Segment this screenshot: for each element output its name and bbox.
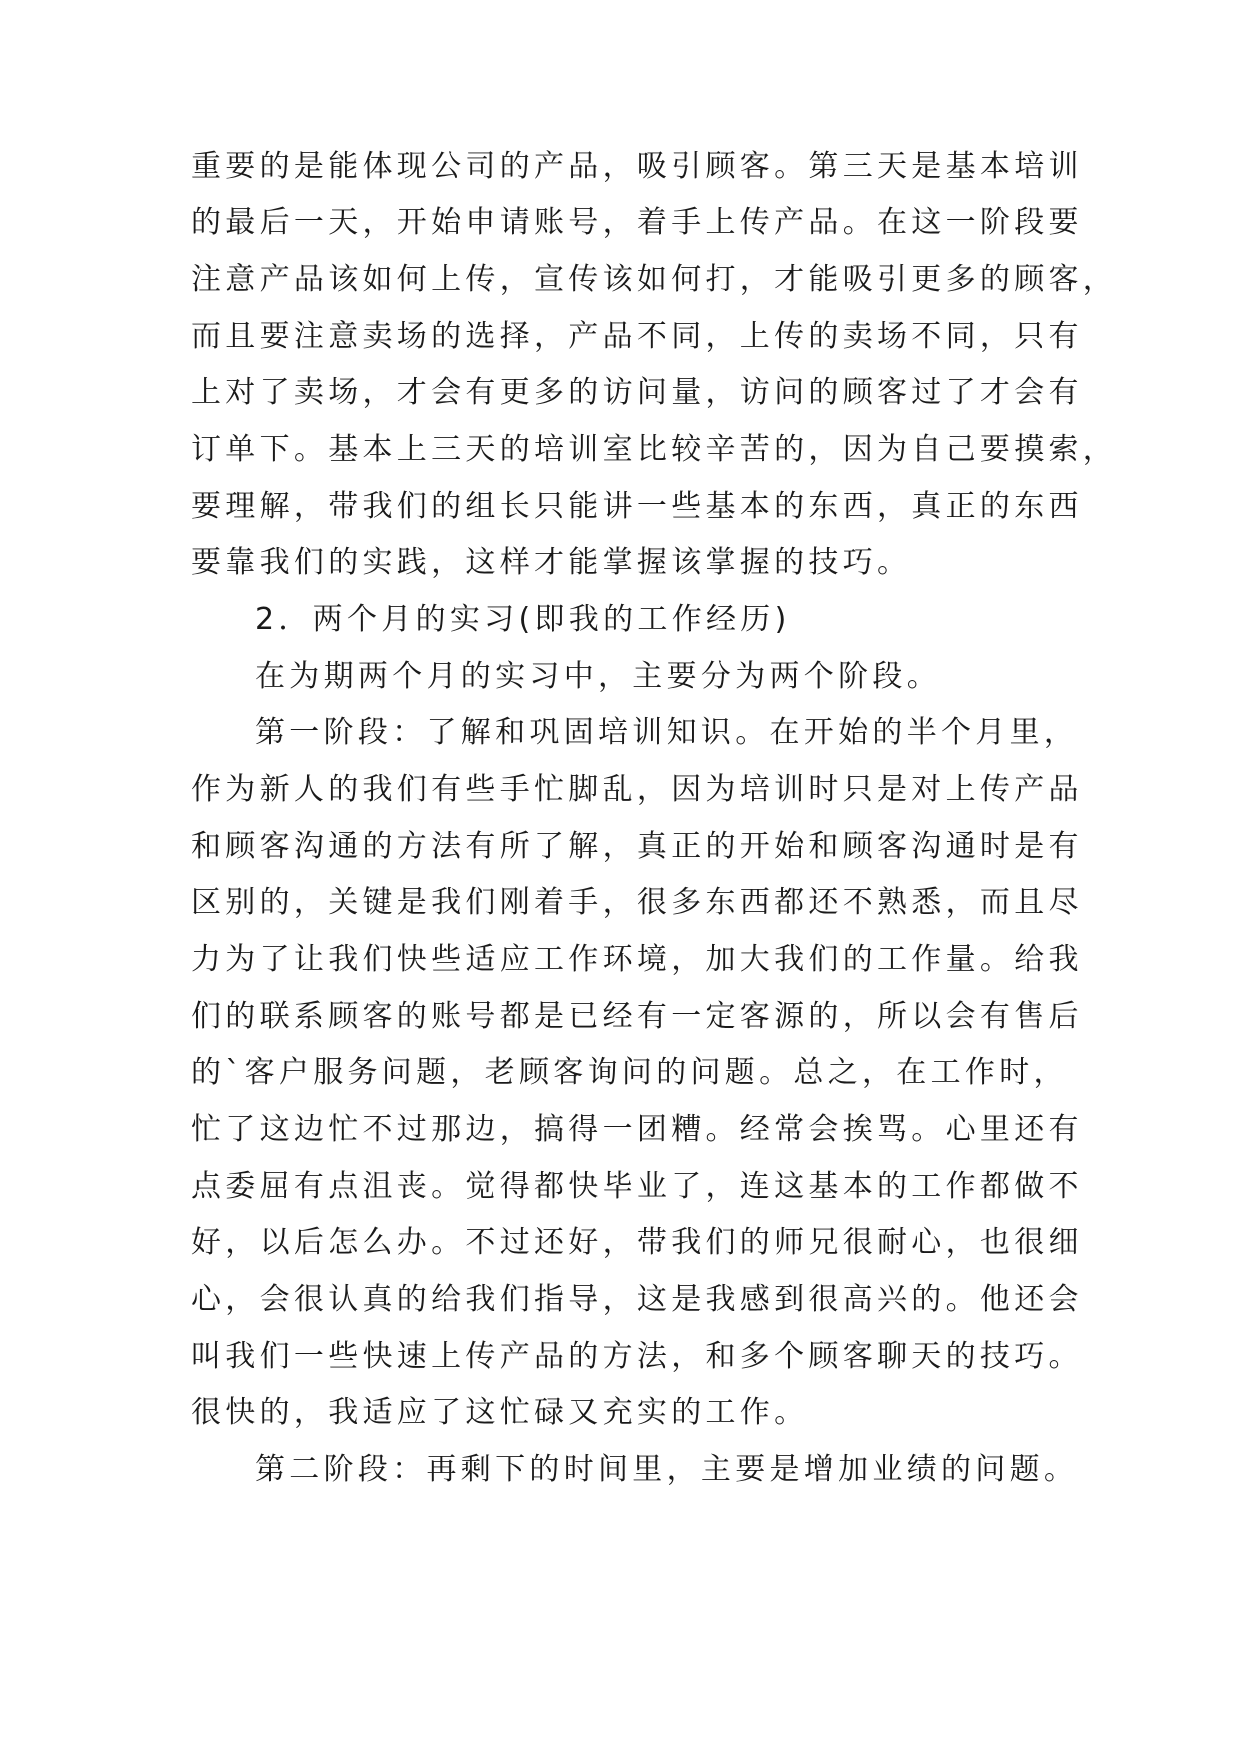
text-line: 要靠我们的实践，这样才能掌握该掌握的技巧。	[191, 545, 912, 580]
text-line: 作为新人的我们有些手忙脚乱，因为培训时只是对上传产品	[191, 772, 1083, 807]
text-line: 好，以后怎么办。不过还好，带我们的师兄很耐心，也很细	[191, 1225, 1083, 1260]
text-line: 要理解，带我们的组长只能讲一些基本的东西，真正的东西	[191, 489, 1083, 524]
text-line: 注意产品该如何上传，宣传该如何打，才能吸引更多的顾客，	[191, 262, 1118, 297]
text-line: 忙了这边忙不过那边，搞得一团糟。经常会挨骂。心里还有	[191, 1112, 1083, 1147]
text-line: 而且要注意卖场的选择，产品不同，上传的卖场不同，只有	[191, 319, 1083, 354]
text-line: 的最后一天，开始申请账号，着手上传产品。在这一阶段要	[191, 205, 1083, 240]
text-line: 的`客户服务问题，老顾客询问的问题。总之，在工作时，	[191, 1055, 1068, 1090]
text-line: 和顾客沟通的方法有所了解，真正的开始和顾客沟通时是有	[191, 829, 1083, 864]
paragraph-start: 在为期两个月的实习中，主要分为两个阶段。	[255, 659, 941, 694]
text-line: 叫我们一些快速上传产品的方法，和多个顾客聊天的技巧。	[191, 1339, 1083, 1374]
text-line: 们的联系顾客的账号都是已经有一定客源的，所以会有售后	[191, 999, 1083, 1034]
paragraph-start: 第二阶段：再剩下的时间里，主要是增加业绩的问题。	[255, 1452, 1079, 1487]
paragraph-start: 第一阶段：了解和巩固培训知识。在开始的半个月里，	[255, 715, 1079, 750]
text-line: 心，会很认真的给我们指导，这是我感到很高兴的。他还会	[191, 1282, 1083, 1317]
text-line: 上对了卖场，才会有更多的访问量，访问的顾客过了才会有	[191, 375, 1083, 410]
section-heading: 2．两个月的实习(即我的工作经历)	[255, 602, 791, 637]
text-line: 重要的是能体现公司的产品，吸引顾客。第三天是基本培训	[191, 149, 1083, 184]
text-line: 区别的，关键是我们刚着手，很多东西都还不熟悉，而且尽	[191, 885, 1083, 920]
text-line: 很快的，我适应了这忙碌又充实的工作。	[191, 1395, 809, 1430]
text-line: 订单下。基本上三天的培训室比较辛苦的，因为自己要摸索，	[191, 432, 1118, 467]
text-line: 点委屈有点沮丧。觉得都快毕业了，连这基本的工作都做不	[191, 1169, 1083, 1204]
text-line: 力为了让我们快些适应工作环境，加大我们的工作量。给我	[191, 942, 1083, 977]
